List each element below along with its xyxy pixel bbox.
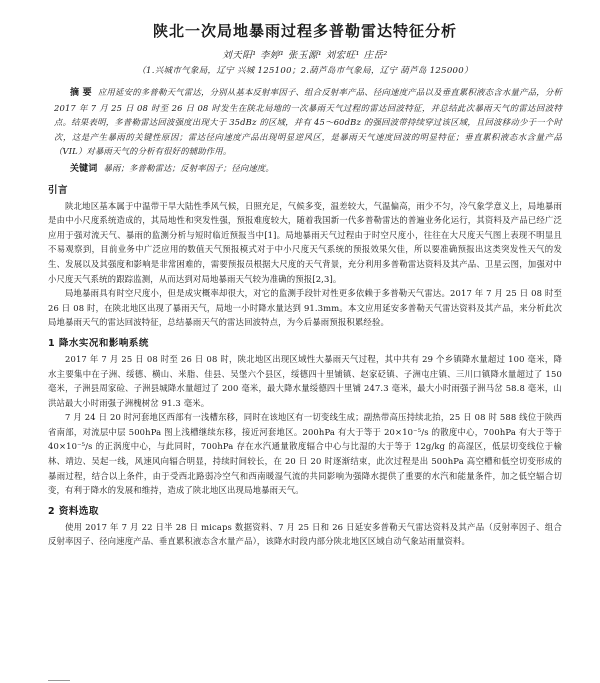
- keywords-label: 关键词: [70, 163, 98, 174]
- affiliation: （1.兴城市气象局，辽宁 兴城 125100；2.葫芦岛市气象局，辽宁 葫芦岛 125000）: [137, 66, 473, 76]
- author-list: 刘天阳¹ 李婷¹ 张玉源¹ 刘宏旺¹ 庄岳²: [222, 50, 388, 61]
- keywords-line: [48, 161, 562, 177]
- section-1-paragraph-2: 7 月 24 日 20 时河套地区西部有一浅槽东移，同时在该地区有一切变线生成；副热带高压持续北抬，25 日 08 时 588 线位于陕西省南部，对流层中层 500hPa 图上浅槽继续东移，接近河套地区。200hPa 有大于等于 20×10⁻⁵/s 的散度中心，700hPa 有大于等于 40×10⁻⁵/s 的正涡度中心，与此同时，700hPa 存在水汽通量散度辐合中心与比湿的大于等于 12g/kg 的高湿区，低层切变线位于榆林、靖边、吴起一线，风速风向辐合明显，持续时间较长，在 20 日 20 时逐渐结束，此次过程是出 500hPa 高空槽和低空切变形成的暴雨过程，结合以上条件，由于受西北路弱冷空气和西南暖湿气流的共同影响为强降水提供了重要的水汽和能量条件，加之低空辐合切变，有利于降水的发展和维持，造成了陕北地区出现局地暴雨天气。: [48, 412, 562, 496]
- section-2-paragraph-1: 使用 2017 年 7 月 22 日半 28 日 micaps 数据资料、7 月 25 日和 26 日延安多普勒天气雷达资料及其产品（反射率因子、组合反射率因子、径向速度产品、垂直累积液态含水量产品），该降水时段内部分陕北地区区域自动气象站雨量资料。: [48, 521, 562, 547]
- paper-title: 陕北一次局地暴雨过程多普勒雷达特征分析: [152, 22, 457, 40]
- abstract-label: 摘 要: [70, 88, 92, 98]
- keywords-text: 暴雨；多普勒雷达；反射率因子；径向速度。: [103, 162, 274, 173]
- footnote-rule: [48, 680, 70, 681]
- intro-paragraph-2: 局地暴雨具有时空尺度小，但是成灾概率却很大，对它的监测手段针对性更多依赖于多普勒天气雷达。2017 年 7 月 25 日 08 时至 26 日 08 时，在陕北地区出现了暴雨天气，局地一小时降水量达到 91.3mm。本文应用延安多普勒天气雷达资料及其产品，来分析此次局地暴雨天气的雷达回波特征，总结暴雨天气的雷达回波特点，为今后暴雨预报积累经验。: [48, 288, 562, 328]
- abstract-paragraph: [54, 85, 562, 159]
- abstract-text: 应用延安的多普勒天气雷达，分别从基本反射率因子、组合反射率产品、径向速度产品以及垂直累积液态含水量产品，分析 2017 年 7 月 25 日 08 时至 26 日 08 时发生在陕北局地的一次暴雨天气过程的雷达回波特征，并总结此次暴雨天气的雷达回波特点。结果表明，多普勒雷达回波强度出现大于 35dBz 的区域，并有 45～60dBz 的强回波带持续穿过该区域，且回波移动少于一个时次，这是产生暴雨的关键性原因；雷达径向速度产品出现明显逆风区，是暴雨天气速度回波的明显特征；垂直累积液态水含量产品（VIL）对暴雨天气的分析有很好的辅助作用。: [54, 87, 562, 157]
- intro-heading: 引言: [48, 184, 69, 196]
- section-1-heading: 1 降水实况和影响系统: [48, 337, 149, 349]
- paper-body: [48, 182, 562, 549]
- abstract-block: [48, 85, 562, 159]
- section-1-paragraph-1: 2017 年 7 月 25 日 08 时至 26 日 08 时，陕北地区出现区域性大暴雨天气过程，其中共有 29 个乡镇降水量超过 100 毫米，降水主要集中在子洲、绥德、横山、米脂、佳县、吴堡六个县区，绥德四十里铺镇、赵家砭镇、子洲屯庄镇、三川口镇降水量超过了 150 毫米，子洲县周家硷、子洲县城降水量超过了 200 毫米，最大降水量绥德四十里铺 247.3 毫米，最大小时雨强子洲马岔 58.8 毫米，山洪站最大小时雨强子洲槐树岔 91.3 毫米。: [48, 353, 562, 408]
- section-2-heading: 2 资料选取: [48, 505, 99, 517]
- intro-paragraph-1: 陕北地区基本属于中温带干旱大陆性季风气候，日照充足，气候多变，温差较大，气温偏高，雨少不匀，冷气象学意义上，局地暴雨是由中小尺度系统造成的，其局地性和突发性强，预报难度较大，随着我国新一代多普勒雷达的普遍业务化运行，其资料及产品已经广泛应用于强对流天气、暴雨的监测分析与短时临近预报当中[1]。局地暴雨天气过程由于时空尺度小，往往在大尺度天气图上表现不明显且不易观察到，目前业务中广泛应用的数值天气预报模式对于中小尺度天气系统的预报效果欠佳，所以要准确预报出这类突发性天气的发生、发展以及其强度和影响是非常困难的，需要预报员根据大尺度的天气背景，充分利用多普勒雷达资料及其产品、卫星云图，加强对中小尺度天气系统的跟踪监测，从而达到对局地暴雨天气较为准确的预报[2,3]。: [48, 200, 562, 284]
